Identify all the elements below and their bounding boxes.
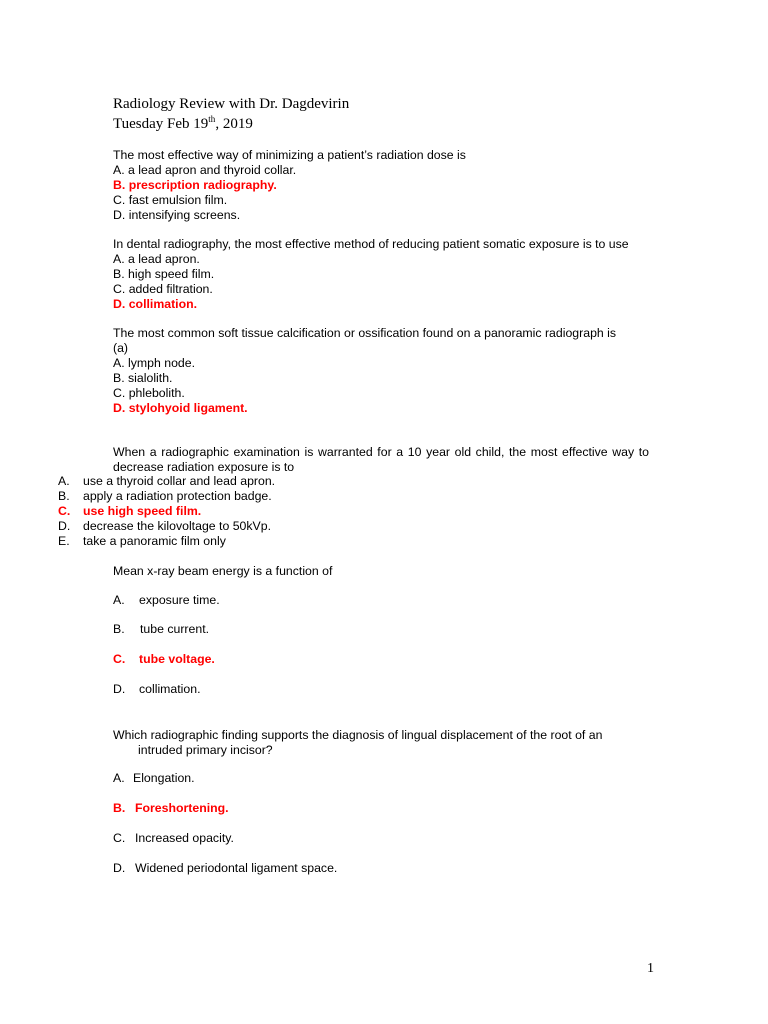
option-d-answer: D. collimation. xyxy=(113,297,198,311)
option-b xyxy=(58,489,275,504)
option-c: C. fast emulsion film. xyxy=(113,193,228,207)
option-letter: B. xyxy=(113,622,125,636)
header-date-text: Tuesday Feb 19 xyxy=(113,116,209,132)
option-letter: B. xyxy=(113,801,126,815)
option-e xyxy=(58,534,275,549)
option-text: take a panoramic film only xyxy=(83,534,226,548)
option-letter: D. xyxy=(58,519,71,533)
option-b: B. high speed film. xyxy=(113,267,215,281)
option-text: tube current. xyxy=(140,622,210,636)
option-d xyxy=(113,861,337,876)
option-text: collimation. xyxy=(139,682,201,696)
option-letter: A. xyxy=(113,771,125,785)
option-c: C. added filtration. xyxy=(113,282,213,296)
option-text: tube voltage. xyxy=(139,652,215,666)
question-stem-line1: Which radiographic finding supports the diagnosis of lingual displacement of the root of an xyxy=(113,728,603,742)
option-text: use high speed film. xyxy=(83,504,202,518)
question-stem: In dental radiography, the most effective method of reducing patient somatic exposure is to use xyxy=(113,237,629,251)
question-stem: When a radiographic examination is warranted for a 10 year old child, the most effective way to decrease radiation exposure is to xyxy=(113,445,649,474)
option-a xyxy=(113,593,220,608)
option-text: decrease the kilovoltage to 50kVp. xyxy=(83,519,271,533)
option-c: C. phlebolith. xyxy=(113,386,185,400)
option-letter: B. xyxy=(58,489,70,503)
question-2 xyxy=(113,237,629,312)
option-b-answer xyxy=(113,801,229,816)
option-a xyxy=(58,474,275,489)
option-text: exposure time. xyxy=(139,593,220,607)
question-5 xyxy=(113,564,333,696)
question-stem-line1: The most common soft tissue calcification or ossification found on a panoramic radiograph is xyxy=(113,326,617,340)
option-letter: C. xyxy=(58,504,71,518)
option-d: D. intensifying screens. xyxy=(113,208,241,222)
option-b xyxy=(113,622,209,637)
option-letter: A. xyxy=(58,474,70,488)
option-c-answer xyxy=(113,652,215,667)
option-d xyxy=(113,682,201,697)
option-a: A. lymph node. xyxy=(113,356,196,370)
option-b: B. sialolith. xyxy=(113,371,173,385)
option-d xyxy=(58,519,275,534)
question-4-options xyxy=(58,474,275,549)
question-stem-line2: intruded primary incisor? xyxy=(138,743,273,757)
question-stem-line2: (a) xyxy=(113,341,129,355)
option-a: A. a lead apron and thyroid collar. xyxy=(113,163,297,177)
option-text: Elongation. xyxy=(133,771,195,785)
option-letter: C. xyxy=(113,831,126,845)
option-b-answer: B. prescription radiography. xyxy=(113,178,277,192)
option-letter: E. xyxy=(58,534,70,548)
question-6 xyxy=(113,728,603,875)
header-date-suffix: th xyxy=(208,114,216,124)
option-d-answer: D. stylohyoid ligament. xyxy=(113,401,248,415)
option-letter: D. xyxy=(113,682,126,696)
option-letter: A. xyxy=(113,593,125,607)
option-letter: D. xyxy=(113,861,126,875)
question-4 xyxy=(113,445,649,475)
option-letter: C. xyxy=(113,652,126,666)
option-a: A. a lead apron. xyxy=(113,252,200,266)
option-text: Widened periodontal ligament space. xyxy=(135,861,338,875)
question-3 xyxy=(113,326,616,416)
page-number: 1 xyxy=(647,961,654,976)
option-text: Foreshortening. xyxy=(135,801,229,815)
question-stem: Mean x-ray beam energy is a function of xyxy=(113,564,333,578)
question-1 xyxy=(113,148,466,223)
option-text: Increased opacity. xyxy=(135,831,234,845)
header-title: Radiology Review with Dr. Dagdevirin xyxy=(113,96,350,112)
option-c-answer xyxy=(58,504,275,519)
option-c xyxy=(113,831,234,846)
option-text: use a thyroid collar and lead apron. xyxy=(83,474,276,488)
option-text: apply a radiation protection badge. xyxy=(83,489,272,503)
header-date-year: , 2019 xyxy=(215,116,253,132)
header-date xyxy=(113,114,349,134)
document-header xyxy=(113,94,349,134)
option-a xyxy=(113,771,195,786)
question-stem: The most effective way of minimizing a patient’s radiation dose is xyxy=(113,148,466,162)
